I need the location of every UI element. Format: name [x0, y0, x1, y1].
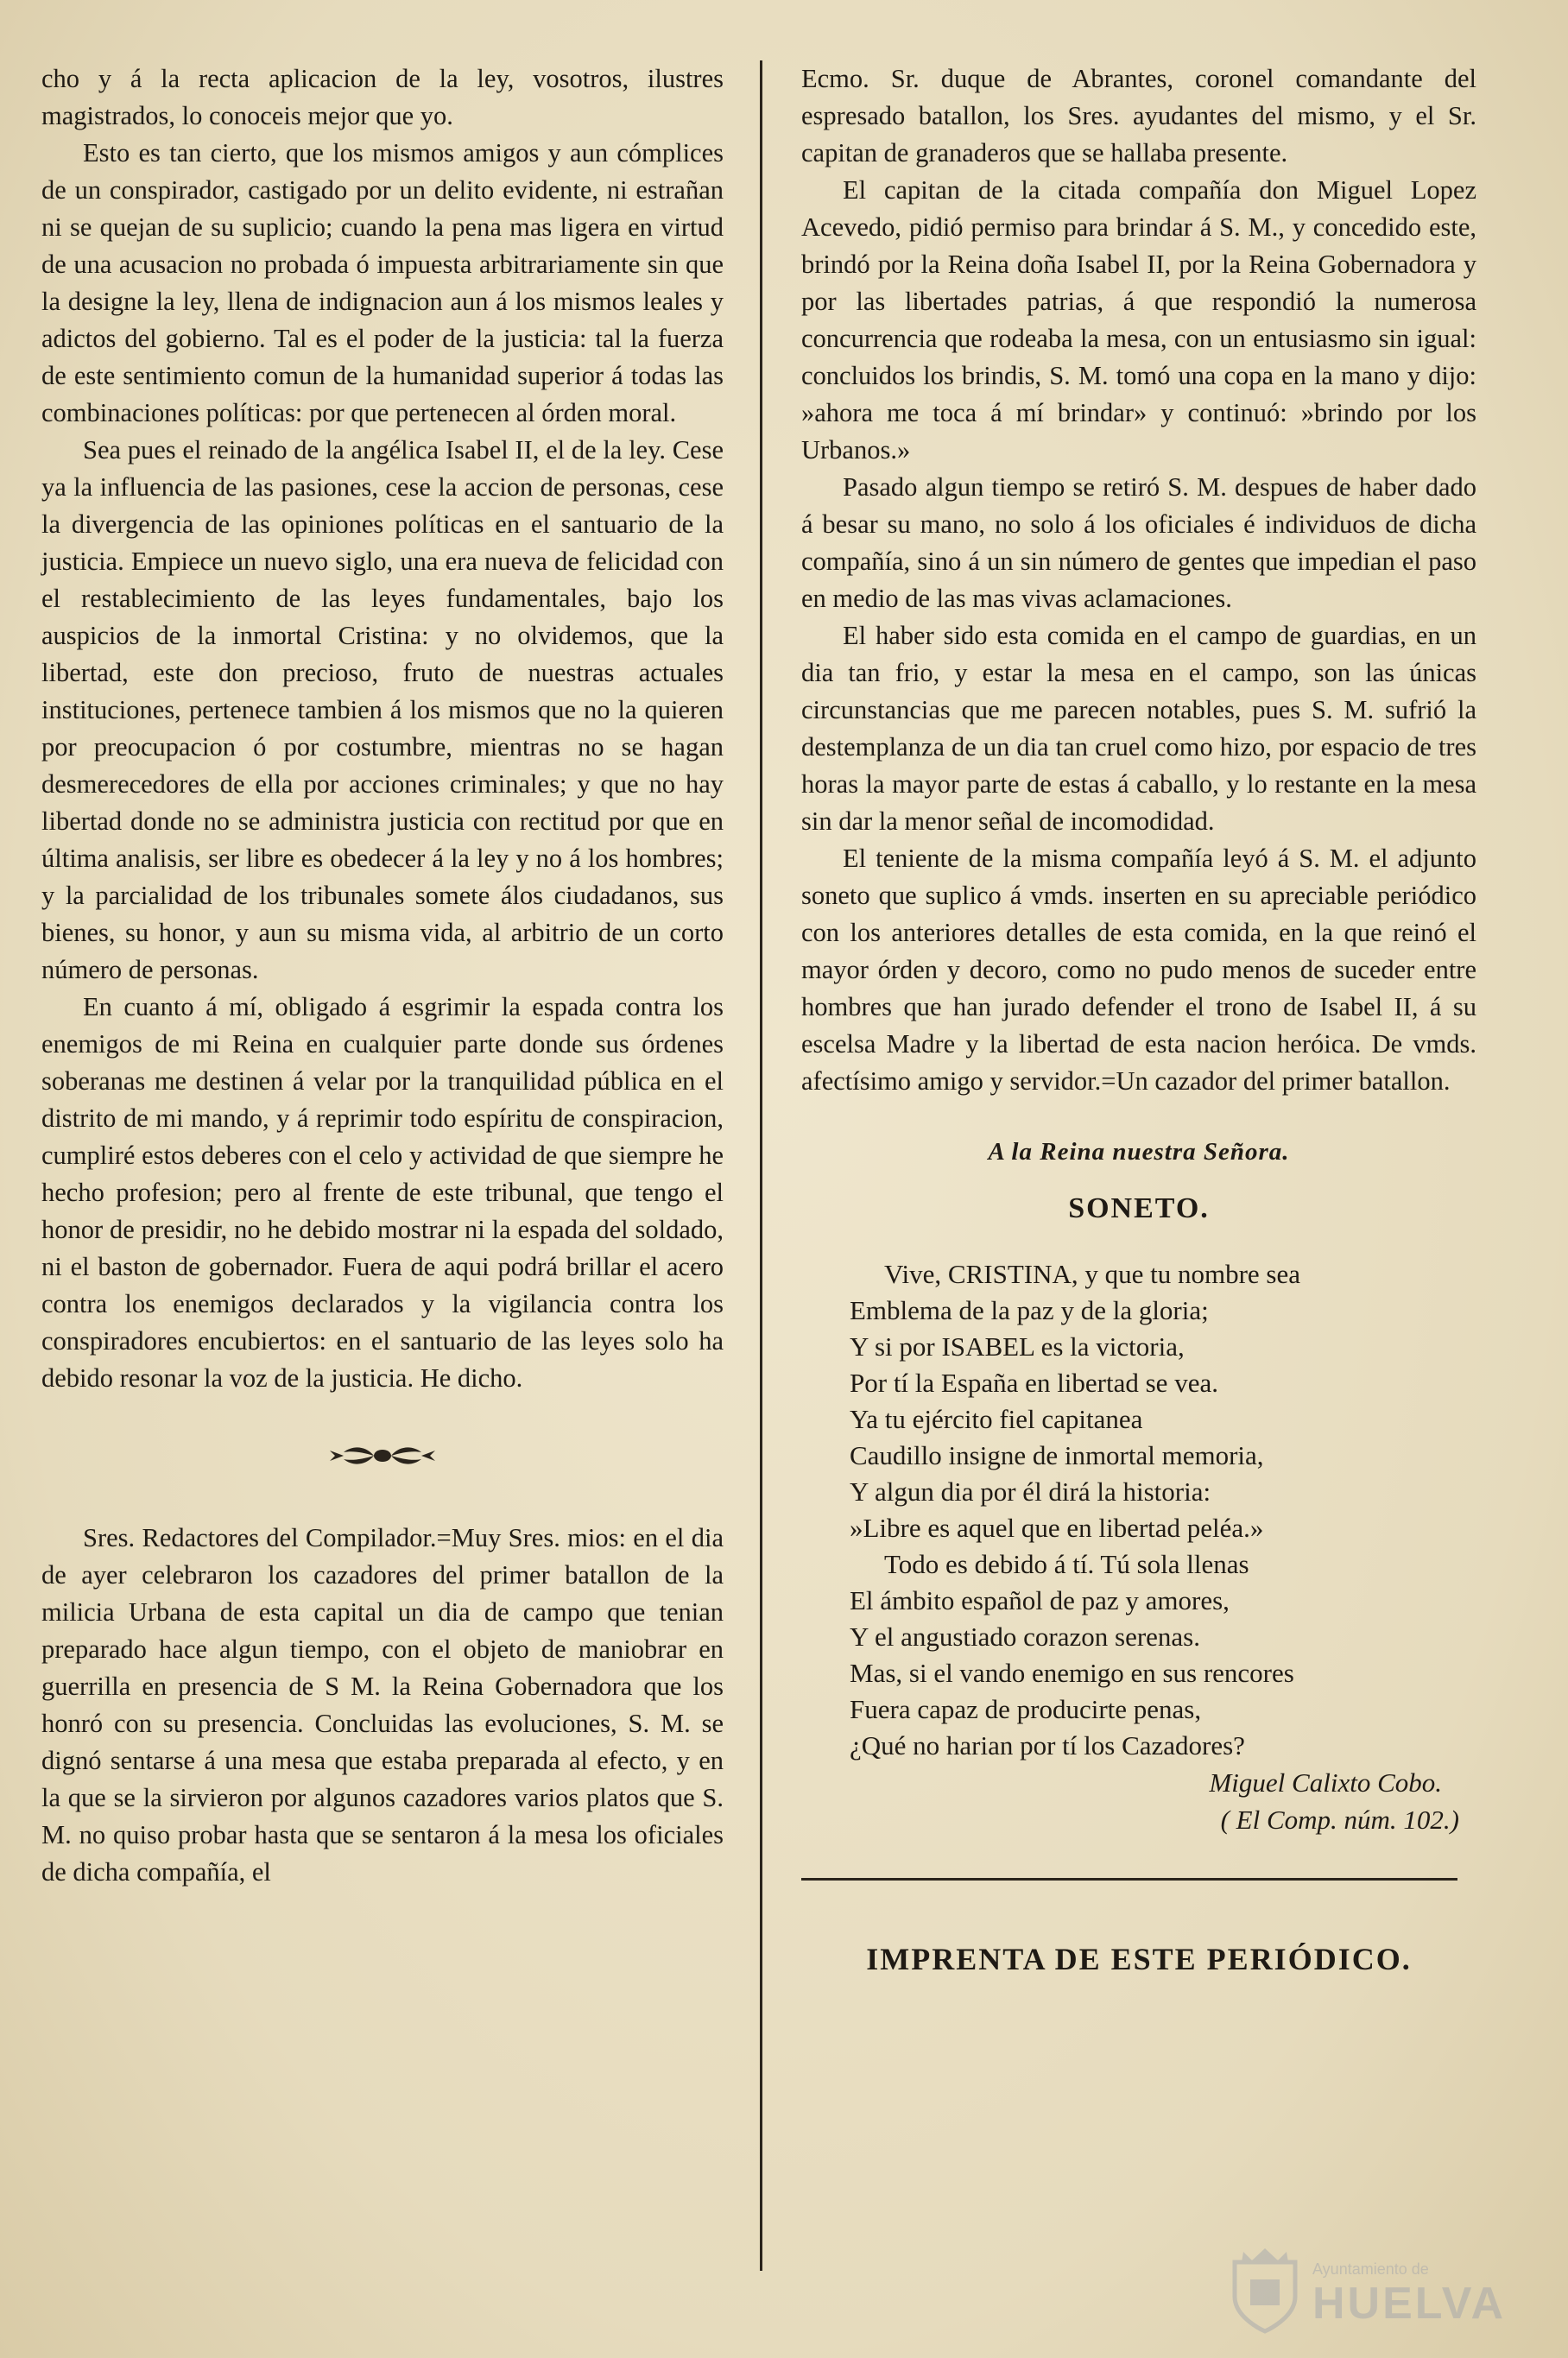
watermark-line1: Ayuntamiento de: [1312, 2260, 1429, 2278]
crest-icon: [1226, 2245, 1304, 2336]
poem-line: Y algun dia por él dirá la historia:: [850, 1476, 1211, 1507]
poem-line: El ámbito español de paz y amores,: [850, 1585, 1230, 1615]
left-column: [41, 60, 724, 1891]
imprint: IMPRENTA DE ESTE PERIÓDICO.: [866, 1942, 1412, 1976]
paragraph: Pasado algun tiempo se retiró S. M. despues de haber dado á besar su mano, no solo á los oficiales é individuos de dicha compañía, sino á un sin número de gentes que impedian el paso en medio de las mas vivas aclamaciones.: [801, 472, 1476, 613]
paragraph: El teniente de la misma compañía leyó á S. M. el adjunto soneto que suplico á vmds. inserten en su apreciable periódico con los anteriores detalles de esta comida, en la que reinó el mayor órden y decoro, como no pudo menos de suceder entre hombres que han jurado defender el trono de Isabel II, á su escelsa Madre y la libertad de esta nacion heróica. De vmds. afectísimo amigo y servidor.=Un cazador del primer batallon.: [801, 844, 1476, 1096]
sonnet: [850, 1256, 1476, 1764]
paragraph: En cuanto á mí, obligado á esgrimir la espada contra los enemigos de mi Reina en cualquier parte donde sus órdenes soberanas me destinen á velar por la tranquilidad pública en el distrito de mi mando, y á reprimir todo espíritu de conspiracion, cumpliré estos deberes con el celo y actividad de que siempre he hecho profesion; pero al frente de este tribunal, que tengo el honor de presidir, no he debido mostrar ni la espada del soldado, ni el baston de gobernador. Fuera de aqui podrá brillar el acero contra los enemigos declarados y la vigilancia contra los conspiradores encubiertos: en el santuario de las leyes solo ha debido resonar la voz de la justicia. He dicho.: [41, 992, 724, 1393]
poem-line: Por tí la España en libertad se vea.: [850, 1368, 1218, 1398]
right-column: [801, 60, 1476, 1977]
poem-author: Miguel Calixto Cobo.: [1209, 1767, 1442, 1798]
poem-source: ( El Comp. núm. 102.): [1220, 1805, 1459, 1835]
poem-line: Y si por ISABEL es la victoria,: [850, 1331, 1185, 1362]
paragraph: Ecmo. Sr. duque de Abrantes, coronel comandante del espresado batallon, los Sres. ayudantes del mismo, y el Sr. capitan de granaderos que se hallaba presente.: [801, 64, 1476, 168]
poem-line: Y el angustiado corazon serenas.: [850, 1622, 1200, 1652]
poem-line: Mas, si el vando enemigo en sus rencores: [850, 1658, 1294, 1688]
section-ornament: [41, 1440, 724, 1475]
poem-line: Emblema de la paz y de la gloria;: [850, 1295, 1209, 1325]
poem-line: Fuera capaz de producirte penas,: [850, 1694, 1202, 1724]
poem-line: Ya tu ejército fiel capitanea: [850, 1404, 1143, 1434]
paragraph: Sea pues el reinado de la angélica Isabel II, el de la ley. Cese ya la influencia de las pasiones, cese la accion de personas, cese la divergencia de las opiniones políticas en el santuario de la justicia. Empiece un nuevo siglo, una era nueva de felicidad con el restablecimiento de las leyes fundamentales, bajo los auspicios de la inmortal Cristina: y no olvidemos, que la libertad, este don precioso, fruto de nuestras actuales instituciones, pertenece tambien á los mismos que no la quieren por preocupacion ó por costumbre, mientras no se hagan desmerecedores de ella por acciones criminales; y que no hay libertad donde no se administra justicia con rectitud por que en última analisis, ser libre es obedecer á la ley y no á los hombres; y la parcialidad de los tribunales somete álos ciudadanos, sus bienes, su honor, y aun su misma vida, al arbitrio de un corto número de personas.: [41, 435, 724, 984]
poem-line: Todo es debido á tí. Tú sola llenas: [884, 1549, 1249, 1579]
paragraph: cho y á la recta aplicacion de la ley, vosotros, ilustres magistrados, lo conoceis mejor que yo.: [41, 64, 724, 130]
poem-line: Vive, CRISTINA, y que tu nombre sea: [884, 1259, 1300, 1289]
paragraph: El capitan de la citada compañía don Miguel Lopez Acevedo, pidió permiso para brindar á S. M., y concedido este, brindó por la Reina doña Isabel II, por la Reina Gobernadora y por las libertades patrias, á que respondió la numerosa concurrencia que rodeaba la mesa, con un entusiasmo sin igual: concluidos los brindis, S. M. tomó una copa en la mano y dijo: »ahora me toca á mí brindar» y continuó: »brindo por los Urbanos.»: [801, 175, 1476, 465]
paragraph: Esto es tan cierto, que los mismos amigos y aun cómplices de un conspirador, castigado por un delito evidente, ni estrañan ni se quejan de su suplicio; cuando la pena mas ligera en virtud de una acusacion no probada ó impuesta arbitrariamente sin que la designe la ley, llena de indignacion aun á los mismos leales y adictos del gobierno. Tal es el poder de la justicia: tal la fuerza de este sentimiento comun de la humanidad superior á todas las combinaciones políticas: por que pertenecen al órden moral.: [41, 138, 724, 427]
column-divider: [760, 60, 762, 2271]
ornament-icon: [326, 1440, 439, 1471]
letter-paragraph: Sres. Redactores del Compilador.=Muy Sres. mios: en el dia de ayer celebraron los cazadores del primer batallon de la milicia Urbana de esta capital un dia de campo que tenian preparado hace algun tiempo, con el objeto de maniobrar en guerrilla en presencia de S M. la Reina Gobernadora que los honró con su presencia. Concluidas las evoluciones, S. M. se dignó sentarse á una mesa que estaba preparada al efecto, y en la que se la sirvieron por algunos cazadores varios platos que S. M. no quiso probar hasta que se sentaron á la mesa los oficiales de dicha compañía, el: [41, 1523, 724, 1887]
closing-rule: [801, 1878, 1457, 1881]
paragraph: El haber sido esta comida en el campo de guardias, en un dia tan frio, y estar la mesa en el campo, son las únicas circunstancias que me parecen notables, pues S. M. sufrió la destemplanza de un dia tan cruel como hizo, por espacio de tres horas la mayor parte de estas á caballo, y lo restante en la mesa sin dar la menor señal de incomodidad.: [801, 621, 1476, 836]
poem-line: ¿Qué no harian por tí los Cazadores?: [850, 1730, 1245, 1761]
watermark-line2: HUELVA: [1312, 2279, 1507, 2329]
poem-title: SONETO.: [1068, 1192, 1210, 1224]
poem-line: Caudillo insigne de inmortal memoria,: [850, 1440, 1264, 1470]
poem-line: »Libre es aquel que en libertad peléa.»: [850, 1513, 1264, 1543]
archive-watermark: [1226, 2245, 1511, 2340]
dedication: A la Reina nuestra Señora.: [988, 1138, 1290, 1166]
